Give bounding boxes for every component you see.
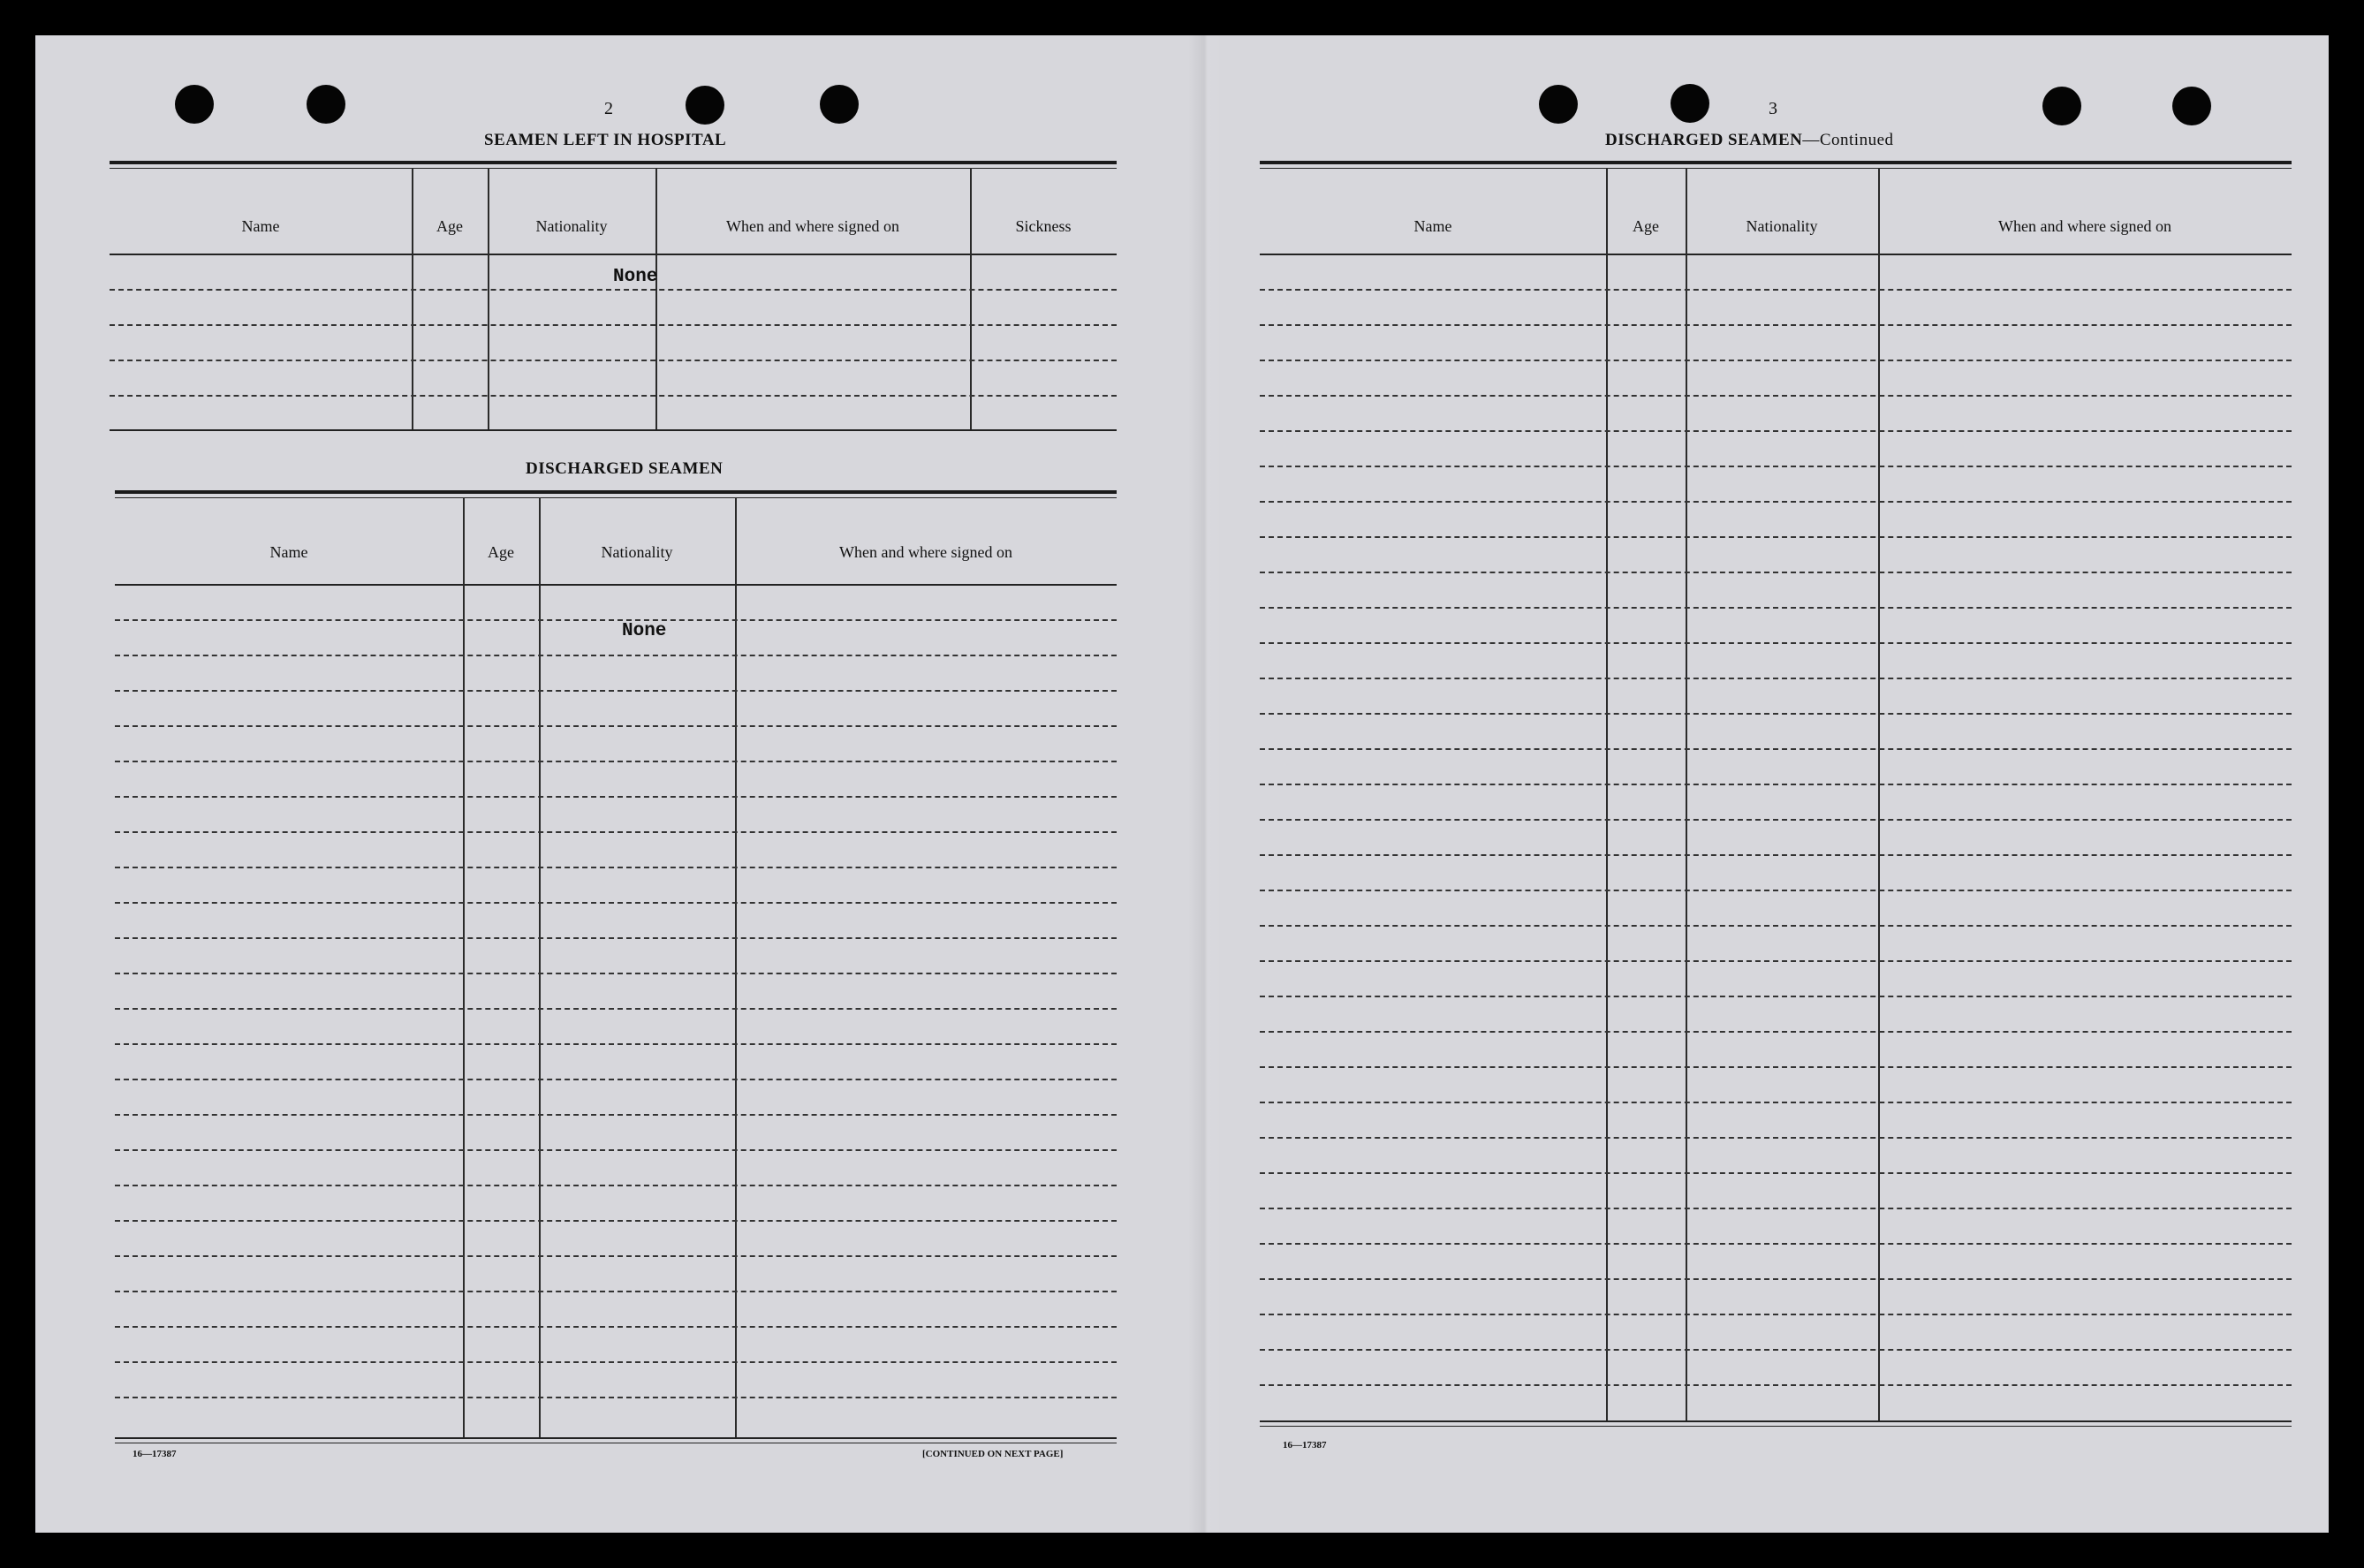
discharged-col-age: Age xyxy=(488,543,514,561)
page-number-right: 3 xyxy=(1769,99,1777,118)
discharged-none-entry: None xyxy=(622,621,667,641)
punch-hole xyxy=(686,86,724,125)
continued-col-name: Name xyxy=(1413,217,1452,235)
punch-hole xyxy=(2172,87,2211,125)
discharged-continued-title-main: DISCHARGED SEAMEN xyxy=(1605,131,1803,149)
hospital-col-signed-on: When and where signed on xyxy=(726,217,899,235)
punch-hole xyxy=(175,85,214,124)
hospital-col-age: Age xyxy=(436,217,463,235)
page-number-left: 2 xyxy=(604,99,613,118)
hospital-col-nationality: Nationality xyxy=(535,217,608,235)
punch-hole xyxy=(1539,85,1578,124)
form-number-right: 16—17387 xyxy=(1283,1440,1327,1451)
discharged-col-nationality: Nationality xyxy=(601,543,673,561)
hospital-section-title: SEAMEN LEFT IN HOSPITAL xyxy=(484,131,727,149)
hospital-col-name: Name xyxy=(241,217,280,235)
punch-hole xyxy=(2042,87,2081,125)
continued-col-age: Age xyxy=(1633,217,1659,235)
hospital-table xyxy=(110,161,1117,475)
discharged-continued-title xyxy=(1605,131,1894,150)
continued-col-nationality: Nationality xyxy=(1746,217,1818,235)
continued-note: [CONTINUED ON NEXT PAGE] xyxy=(922,1449,1064,1459)
punch-hole xyxy=(820,85,859,124)
discharged-col-signed-on: When and where signed on xyxy=(839,543,1012,561)
discharged-table-left xyxy=(115,490,1117,1480)
discharged-continued-suffix: —Continued xyxy=(1802,131,1894,149)
discharged-section-title: DISCHARGED SEAMEN xyxy=(526,459,724,478)
punch-hole xyxy=(307,85,345,124)
page-fold xyxy=(1188,35,1224,1533)
hospital-none-entry: None xyxy=(613,267,658,287)
document-sheet xyxy=(35,35,2329,1533)
form-number-left: 16—17387 xyxy=(133,1449,177,1459)
continued-col-signed-on: When and where signed on xyxy=(1998,217,2171,235)
hospital-col-sickness: Sickness xyxy=(1015,217,1072,235)
discharged-table-right xyxy=(1260,161,2292,1468)
punch-hole xyxy=(1671,84,1709,123)
discharged-col-name: Name xyxy=(269,543,308,561)
